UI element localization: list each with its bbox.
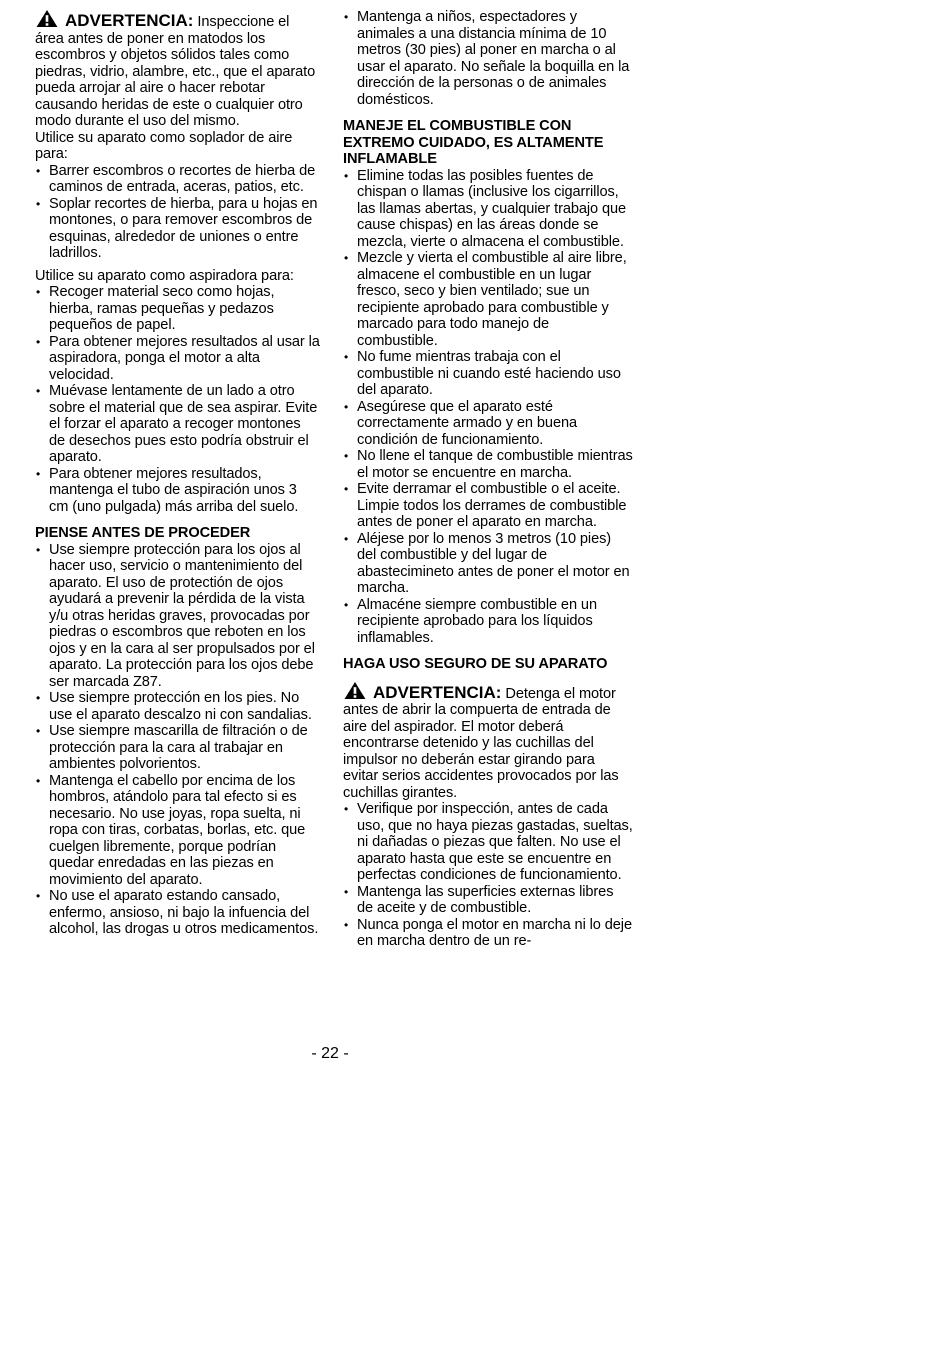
fuel-list xyxy=(343,168,633,647)
list-item: • Use siempre mascarilla de filtración o de protección para la cara al trabajar en ambientes polvorientos. xyxy=(35,723,320,773)
list-item: • Use siempre protección en los pies. No use el aparato descalzo ni con sandalias. xyxy=(35,690,320,723)
list-item: • Recoger material seco como hojas, hierba, ramas pequeñas y pedazos pequeños de papel. xyxy=(35,284,320,334)
warning-triangle-icon xyxy=(343,681,367,700)
list-item: • Soplar recortes de hierba, para u hojas en montones, o para remover escombros de esquinas, alrededor de uniones o entre ladrillos. xyxy=(35,196,320,262)
warning-label: ADVERTENCIA: xyxy=(373,682,502,702)
think-list xyxy=(35,542,320,938)
section-heading-think: PIENSE ANTES DE PROCEDER xyxy=(35,525,251,541)
safe-use-list xyxy=(343,801,633,950)
section-heading-fuel: MANEJE EL COMBUSTIBLE CON EXTREMO CUIDADO, ES ALTAMENTE INFLAMABLE xyxy=(343,118,604,167)
list-item: • Elimine todas las posibles fuentes de chispan o llamas (inclusive los cigarrillos, las llamas abertas, y cualquier trabajo que cause chispas) en las áreas donde se mezcla, vierte o almacena el combustible. xyxy=(343,168,633,251)
list-item: • Nunca ponga el motor en marcha ni lo deje en marcha dentro de un re- xyxy=(343,917,633,950)
distance-list xyxy=(343,9,633,108)
warning-text: Inspeccione el área antes de poner en matodos los escombros y objetos sólidos tales como piedras, vidrio, alambre, etc., que el aparato pueda arrojar al aire o hacer rebotar causando heridas de este o cualquier otro modo durante el uso del mismo. xyxy=(35,14,316,129)
list-item: • Mezcle y vierta el combustible al aire libre, almacene el combustible en un lugar fresco, seco y bien ventilado; sue un recipiente aprobado para combustible y marcado para todo manejo de combustible. xyxy=(343,250,633,349)
blower-list xyxy=(35,163,320,262)
right-column xyxy=(343,9,633,950)
vacuum-intro: Utilice su aparato como aspiradora para: xyxy=(35,267,294,284)
list-item: • No llene el tanque de combustible mientras el motor se encuentre en marcha. xyxy=(343,448,633,481)
list-item: • Mantenga a niños, espectadores y animales a una distancia mínima de 10 metros (30 pies) al poner en marcha o al usar el aparato. No señale la boquilla en la dirección de la personas o de animales domésticos. xyxy=(343,9,633,108)
list-item: • No use el aparato estando cansado, enfermo, ansioso, ni bajo la infuencia del alcohol, las drogas u otros medicamentos. xyxy=(35,888,320,938)
list-item: • Mantenga las superficies externas libres de aceite y de combustible. xyxy=(343,884,633,917)
left-column xyxy=(35,9,320,938)
list-item: • Almacéne siempre combustible en un recipiente aprobado para los líquidos inflamables. xyxy=(343,597,633,647)
list-item: • Asegúrese que el aparato esté correctamente armado y en buena condición de funcionamiento. xyxy=(343,399,633,449)
list-item: • Evite derramar el combustible o el aceite. Limpie todos los derrames de combustible antes de poner el aparato en marcha. xyxy=(343,481,633,531)
vacuum-list xyxy=(35,284,320,515)
list-item: • Muévase lentamente de un lado a otro sobre el material que de sea aspirar. Evite el forzar el aparato a recoger montones de desechos pues esto podría obstruir el aparato. xyxy=(35,383,320,466)
warning-paragraph xyxy=(35,9,320,130)
list-item: • Para obtener mejores resultados al usar la aspiradora, ponga el motor a alta velocidad. xyxy=(35,334,320,384)
list-item: • No fume mientras trabaja con el combustible ni cuando esté haciendo uso del aparato. xyxy=(343,349,633,399)
section-heading-safe-use: HAGA USO SEGURO DE SU APARATO xyxy=(343,656,608,672)
warning-triangle-icon xyxy=(35,9,59,28)
warning-label: ADVERTENCIA: xyxy=(65,11,194,30)
list-item: • Verifique por inspección, antes de cada uso, que no haya piezas gastadas, sueltas, ni dañadas o piezas que falten. No use el aparato hasta que este se encuentre en perfectas condiciones de funcionamiento. xyxy=(343,801,633,884)
list-item: • Barrer escombros o recortes de hierba de caminos de entrada, aceras, patios, etc. xyxy=(35,163,320,196)
blower-intro: Utilice su aparato como soplador de aire para: xyxy=(35,129,293,162)
page-number: - 22 - xyxy=(311,1045,349,1062)
list-item: • Use siempre protección para los ojos al hacer uso, servicio o mantenimiento del aparato. El uso de protectión de ojos ayudará a prevenir la pérdida de la vista y/u otras heridas graves, provocadas por piedras o escombros que reboten en los ojos y en la cara al ser propulsados por el aparato. La protección para los ojos debe ser marcada Z87. xyxy=(35,542,320,691)
warning-text: Detenga el motor antes de abrir la compuerta de entrada de aire del aspirador. El motor deberá encontrarse detenido y las cuchillas del impulsor no deberán estar girando para evitar serios accidentes provocados por las cuchillas girantes. xyxy=(343,685,619,801)
list-item: • Aléjese por lo menos 3 metros (10 pies) del combustible y del lugar de abastecimineto antes de poner el motor en marcha. xyxy=(343,531,633,597)
warning-paragraph xyxy=(343,681,633,802)
list-item: • Para obtener mejores resultados, mantenga el tubo de aspiración unos 3 cm (uno pulgada) más arriba del suelo. xyxy=(35,466,320,516)
list-item: • Mantenga el cabello por encima de los hombros, atándolo para tal efecto si es necesario. No use joyas, ropa suelta, ni ropa con tiras, corbatas, borlas, etc. que cuelgen libremente, porque podrían quedar enredadas en las piezas en movimiento del aparato. xyxy=(35,773,320,889)
